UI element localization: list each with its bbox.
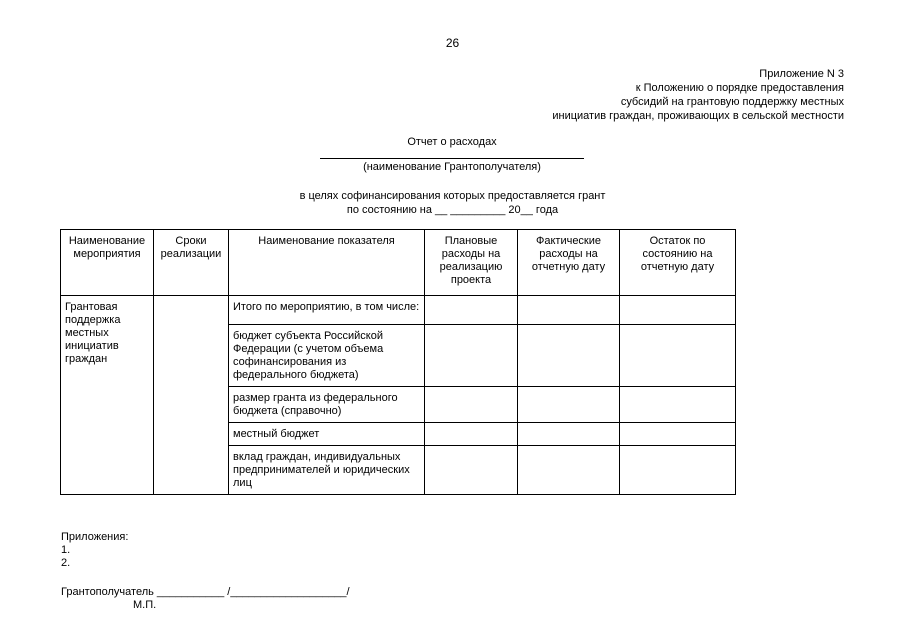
- attachment-item: 1.: [61, 544, 71, 556]
- cell-planned: [425, 296, 518, 325]
- attachments-section: [61, 531, 128, 570]
- cell-indicator: размер гранта из федерального бюджета (справочно): [229, 387, 425, 423]
- cell-indicator: местный бюджет: [229, 423, 425, 446]
- table-header-row: [61, 230, 736, 296]
- cell-planned: [425, 387, 518, 423]
- cell-balance: [620, 446, 736, 495]
- purpose-line: в целях софинансирования которых предоставляется грант: [299, 190, 606, 202]
- report-title: Отчет о расходах: [407, 136, 497, 148]
- cell-balance: [620, 296, 736, 325]
- grantee-name-line: [320, 158, 584, 159]
- cell-event-name: Грантовая поддержка местных инициатив граждан: [61, 296, 154, 495]
- report-purpose: [0, 189, 905, 217]
- attachment-item: 2.: [61, 557, 71, 569]
- header-implementation-period: Сроки реализации: [154, 230, 229, 296]
- cell-indicator: Итого по мероприятию, в том числе:: [229, 296, 425, 325]
- table-row: [61, 296, 736, 325]
- header-actual-expenses: Фактические расходы на отчетную дату: [518, 230, 620, 296]
- page-number: 26: [445, 36, 460, 50]
- cell-actual: [518, 423, 620, 446]
- cell-indicator: вклад граждан, индивидуальных предпринимателей и юридических лиц: [229, 446, 425, 495]
- cell-actual: [518, 387, 620, 423]
- grantee-caption: (наименование Грантополучателя): [363, 161, 541, 173]
- cell-actual: [518, 296, 620, 325]
- header-indicator-name: Наименование показателя: [229, 230, 425, 296]
- cell-actual: [518, 325, 620, 387]
- cell-actual: [518, 446, 620, 495]
- appendix-line: Приложение N 3: [759, 68, 844, 80]
- signature-line: Грантополучатель ___________ /___________________/: [61, 586, 350, 598]
- reporting-date-line: по состоянию на __ _________ 20__ года: [346, 204, 559, 216]
- cell-planned: [425, 446, 518, 495]
- cell-planned: [425, 325, 518, 387]
- expense-report-table: [60, 229, 736, 495]
- appendix-header: [552, 67, 844, 123]
- cell-planned: [425, 423, 518, 446]
- appendix-line: субсидий на грантовую поддержку местных: [620, 96, 844, 108]
- cell-balance: [620, 325, 736, 387]
- cell-indicator: бюджет субъекта Российской Федерации (с учетом объема софинансирования из федерального бюджета): [229, 325, 425, 387]
- header-event-name: Наименование мероприятия: [61, 230, 154, 296]
- appendix-line: к Положению о порядке предоставления: [635, 82, 844, 94]
- cell-balance: [620, 423, 736, 446]
- cell-balance: [620, 387, 736, 423]
- header-planned-expenses: Плановые расходы на реализацию проекта: [425, 230, 518, 296]
- cell-implementation-period: [154, 296, 229, 495]
- header-balance: Остаток по состоянию на отчетную дату: [620, 230, 736, 296]
- appendix-line: инициатив граждан, проживающих в сельской местности: [552, 110, 844, 122]
- stamp-label: М.П.: [133, 599, 157, 611]
- attachments-label: Приложения:: [61, 531, 129, 543]
